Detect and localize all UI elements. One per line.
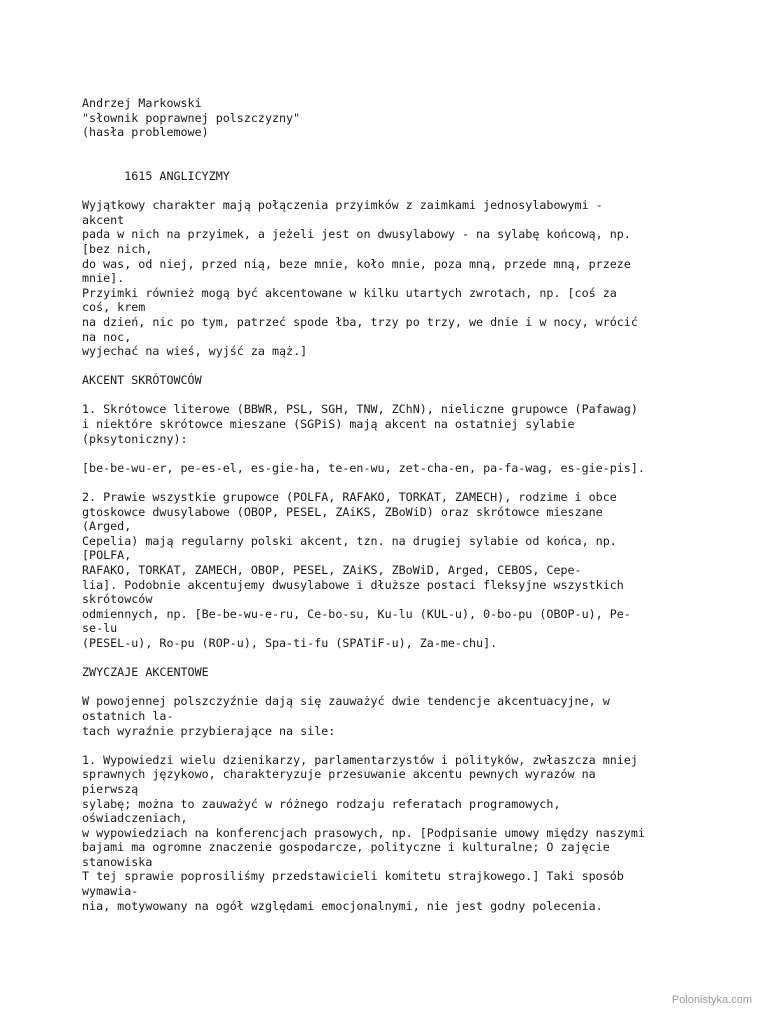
text-line: i niektóre skrótowce mieszane (SGPiS) mają akcent na ostatniej sylabie	[82, 417, 575, 432]
text-line: RAFAKO, TORKAT, ZAMECH, OBOP, PESEL, ZAiKS, ZBoWiD, Arged, CEBOS, Cepe-	[82, 563, 582, 577]
text-line: ZWYCZAJE AKCENTOWE	[82, 665, 209, 680]
text-line: oświadczeniach,	[82, 811, 188, 826]
blank-line	[82, 359, 722, 374]
text-line: coś, krem	[82, 300, 146, 315]
text-line: na dzień, nic po tym, patrzeć spode łba, trzy po trzy, we dnie i w nocy, wrócić	[82, 314, 638, 329]
text-line: (Arged,	[82, 519, 132, 534]
text-line: stanowiska	[82, 854, 153, 869]
text-line: (pksytoniczny):	[82, 431, 188, 446]
text-line: W powojennej polszczyźnie dają się zauważyć dwie tendencje akcentuacyjne, w	[82, 694, 610, 709]
text-line: bajami ma ogromne znaczenie gospodarcze, polityczne i kulturalne; O zajęcie	[82, 840, 610, 855]
blank-line	[82, 388, 722, 403]
blank-line	[82, 680, 722, 695]
blank-line	[82, 475, 722, 490]
blank-line	[82, 446, 722, 461]
text-line: "słownik poprawnej polszczyzny"	[82, 110, 301, 125]
blank-line	[82, 738, 722, 753]
text-line: Andrzej Markowski	[82, 96, 202, 110]
text-line: na noc,	[82, 329, 132, 344]
document-text	[82, 96, 722, 913]
text-line: Wyjątkowy charakter mają połączenia przyimków z zaimkami jednosylabowymi -	[82, 198, 603, 213]
text-line: odmiennych, np. [Be-be-wu-e-ru, Ce-bo-su, Ku-lu (KUL-u), 0-bo-pu (OBOP-u), Pe-	[82, 606, 631, 621]
text-line: T tej sprawie poprosiliśmy przedstawicieli komitetu strajkowego.] Taki sposób	[82, 869, 624, 884]
text-line: tach wyraźnie przybierające na sile:	[82, 723, 336, 738]
text-line: wyjechać na wieś, wyjść za mąż.]	[82, 344, 308, 359]
text-line: lia]. Podobnie akcentujemy dwusylabowe i dłuższe postaci fleksyjne wszystkich	[82, 577, 624, 592]
text-line: [bez nich,	[82, 241, 153, 256]
blank-line	[82, 140, 722, 155]
text-line: skrótowców	[82, 592, 153, 607]
text-line: 1. Wypowiedzi wielu dzienikarzy, parlamentarzystów i polityków, zwłaszcza mniej	[82, 752, 638, 767]
text-line: (PESEL-u), Ro-pu (ROP-u), Spa-ti-fu (SPATiF-u), Za-me-chu].	[82, 635, 498, 650]
text-line: sylabę; można to zauważyć w różnego rodzaju referatach programowych,	[82, 796, 561, 811]
text-line: 2. Prawie wszystkie grupowce (POLFA, RAFAKO, TORKAT, ZAMECH), rodzime i obce	[82, 490, 617, 505]
text-line: akcent	[82, 212, 125, 227]
text-line: Cepelia) mają regularny polski akcent, tzn. na drugiej sylabie od końca, np.	[82, 533, 617, 548]
blank-line	[82, 651, 722, 666]
text-line: Przyimki również mogą być akcentowane w kilku utartych zwrotach, np. [coś za	[82, 285, 617, 300]
text-line: [POLFA,	[82, 548, 132, 563]
text-line: sprawnych językowo, charakteryzuje przesuwanie akcentu pewnych wyrazów na	[82, 767, 596, 782]
blank-line	[82, 154, 722, 169]
text-line: [be-be-wu-er, pe-es-el, es-gie-ha, te-en-wu, zet-cha-en, pa-fa-wag, es-gie-pis].	[82, 460, 645, 475]
text-line: gtoskowce dwusylabowe (OBOP, PESEL, ZAiKS, ZBoWiD) oraz skrótowce mieszane	[82, 504, 603, 519]
text-line: AKCENT SKRÓTOWCÓW	[82, 373, 202, 388]
text-line: wymawia-	[82, 884, 139, 899]
text-line: (hasła problemowe)	[82, 125, 209, 140]
text-line: pierwszą	[82, 781, 139, 796]
blank-line	[82, 184, 722, 199]
text-line: do was, od niej, przed nią, beze mnie, koło mnie, poza mną, przede mną, przeze	[82, 256, 631, 271]
text-line: ostatnich la-	[82, 708, 174, 723]
text-line: pada w nich na przyimek, a jeżeli jest on dwusylabowy - na sylabę końcową, np.	[82, 227, 631, 242]
text-line: nia, motywowany na ogół względami emocjonalnymi, nie jest godny polecenia.	[82, 898, 603, 913]
site-watermark: Polonistyka.com	[671, 994, 752, 1006]
text-line: 1. Skrótowce literowe (BBWR, PSL, SGH, TNW, ZChN), nieliczne grupowce (Pafawag)	[82, 402, 638, 417]
text-line: mnie].	[82, 271, 125, 286]
text-line: se-lu	[82, 621, 118, 636]
text-line: 1615 ANGLICYZMY	[82, 168, 230, 183]
text-line: w wypowiedziach na konferencjach prasowych, np. [Podpisanie umowy między naszymi	[82, 825, 645, 840]
